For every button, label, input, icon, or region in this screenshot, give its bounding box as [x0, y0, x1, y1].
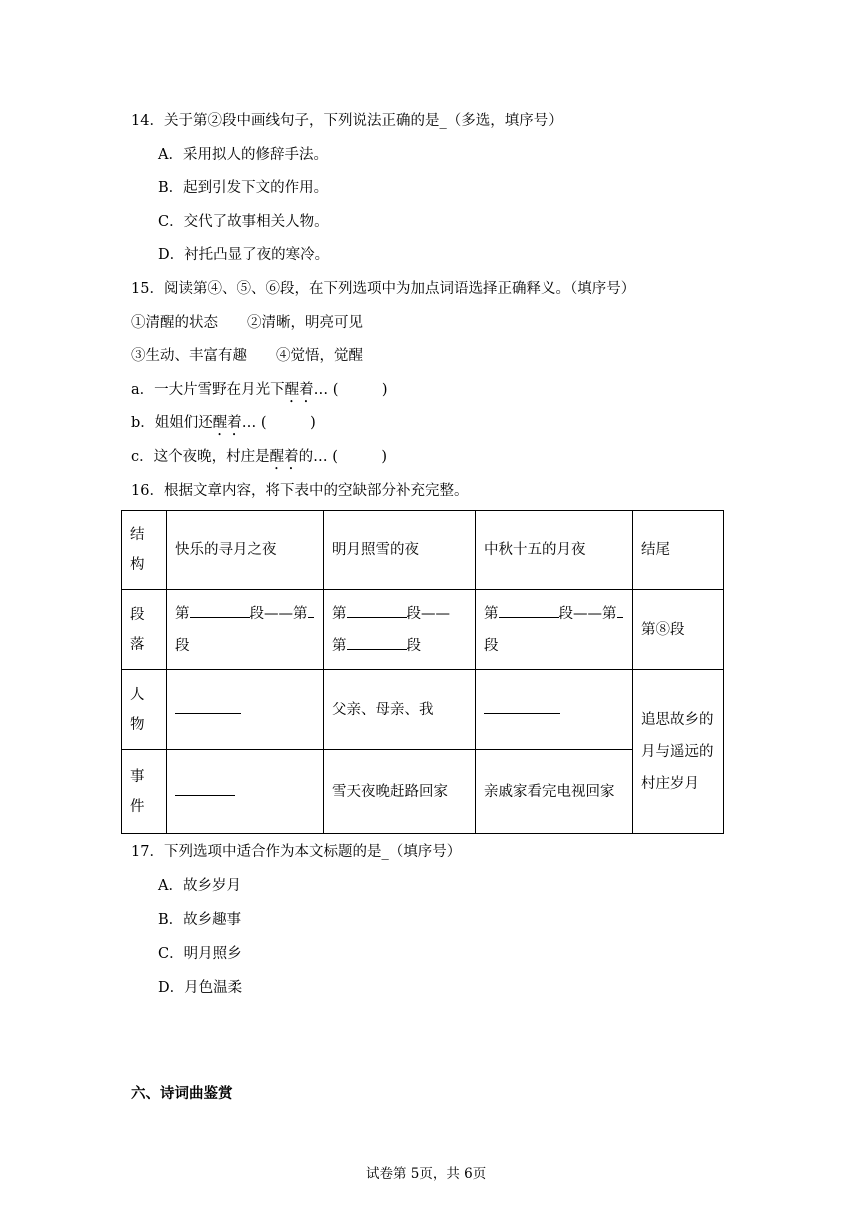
- cell-person-1: [167, 670, 324, 750]
- answer-blank[interactable]: [484, 699, 560, 714]
- q15-a-pre: a．一大片雪野在月光下: [131, 382, 285, 398]
- q14-stem: 14．关于第②段中画线句子，下列说法正确的是_（多选，填序号）: [131, 113, 563, 129]
- cell-event-3: 亲戚家看完电视回家: [476, 750, 633, 834]
- q15-item-c: [131, 447, 387, 473]
- cell-header-1: 快乐的寻月之夜: [167, 511, 324, 590]
- row-header-person: 人物: [122, 670, 167, 750]
- cell-header-2: 明月照雪的夜: [324, 511, 476, 590]
- cell-header-4: 结尾: [633, 511, 724, 590]
- q15-stem: 15．阅读第④、⑤、⑥段，在下列选项中为加点词语选择正确释义。（填序号）: [131, 281, 636, 297]
- row-header-structure: 结构: [122, 511, 167, 590]
- q14-option-a: A．采用拟人的修辞手法。: [158, 147, 328, 163]
- answer-blank[interactable]: [175, 699, 241, 714]
- q15-meanings-row1: ①清醒的状态 ②清晰，明亮可见: [131, 315, 363, 331]
- q17-option-c: C．明月照乡: [158, 946, 242, 962]
- q15-b-dotted-word: 醒着: [212, 415, 242, 431]
- answer-blank[interactable]: [190, 603, 250, 618]
- q14-option-c: C．交代了故事相关人物。: [158, 214, 329, 230]
- q15-meanings-row2: ③生动、丰富有趣 ④觉悟，觉醒: [131, 348, 363, 364]
- cell-ending: 追思故乡的月与遥远的村庄岁月: [633, 670, 724, 834]
- answer-blank[interactable]: [499, 603, 559, 618]
- table-row-structure: [122, 511, 724, 590]
- answer-blank[interactable]: [308, 603, 314, 618]
- q15-b-pre: b．姐姐们还: [131, 415, 213, 431]
- cell-paragraph-1: 第 段——第 段: [167, 590, 324, 670]
- q15-a-dotted-word: 醒着: [284, 382, 314, 398]
- cell-paragraph-3: 第 段——第 段: [476, 590, 633, 670]
- cell-person-3: [476, 670, 633, 750]
- q15-c-dotted-word: 醒着: [269, 449, 299, 465]
- q14-option-d: D．衬托凸显了夜的寒冷。: [158, 247, 330, 263]
- cell-event-2: 雪天夜晚赶路回家: [324, 750, 476, 834]
- q17-option-b: B．故乡趣事: [158, 912, 242, 928]
- cell-paragraph-4: 第⑧段: [633, 590, 724, 670]
- table-row-paragraph: [122, 590, 724, 670]
- row-header-event: 事件: [122, 750, 167, 834]
- q17-stem: 17．下列选项中适合作为本文标题的是_（填序号）: [131, 844, 462, 860]
- q15-item-b: [131, 413, 316, 439]
- section-heading: 六、诗词曲鉴赏: [131, 1085, 233, 1102]
- cell-event-1: [167, 750, 324, 834]
- cell-header-3: 中秋十五的月夜: [476, 511, 633, 590]
- q17-option-d: D．月色温柔: [158, 980, 243, 996]
- answer-blank[interactable]: [175, 781, 235, 796]
- answer-blank[interactable]: [347, 635, 407, 650]
- q16-stem: 16．根据文章内容，将下表中的空缺部分补充完整。: [131, 483, 469, 499]
- cell-paragraph-2: 第 段—— 第 段: [324, 590, 476, 670]
- q14-option-b: B．起到引发下文的作用。: [158, 180, 329, 196]
- q15-item-a: [131, 380, 388, 406]
- cell-person-2: 父亲、母亲、我: [324, 670, 476, 750]
- q15-b-post: … ( ): [241, 415, 316, 431]
- answer-blank[interactable]: [347, 603, 407, 618]
- q15-a-post: … ( ): [313, 382, 388, 398]
- q17-option-a: A．故乡岁月: [158, 878, 241, 894]
- q15-c-post: 的… ( ): [298, 449, 388, 465]
- page-footer: 试卷第 5页，共 6页: [366, 1166, 487, 1182]
- table-row-person: [122, 670, 724, 750]
- q16-table: [121, 510, 724, 834]
- row-header-paragraph: 段落: [122, 590, 167, 670]
- answer-blank[interactable]: [617, 603, 623, 618]
- q15-c-pre: c．这个夜晚，村庄是: [131, 449, 270, 465]
